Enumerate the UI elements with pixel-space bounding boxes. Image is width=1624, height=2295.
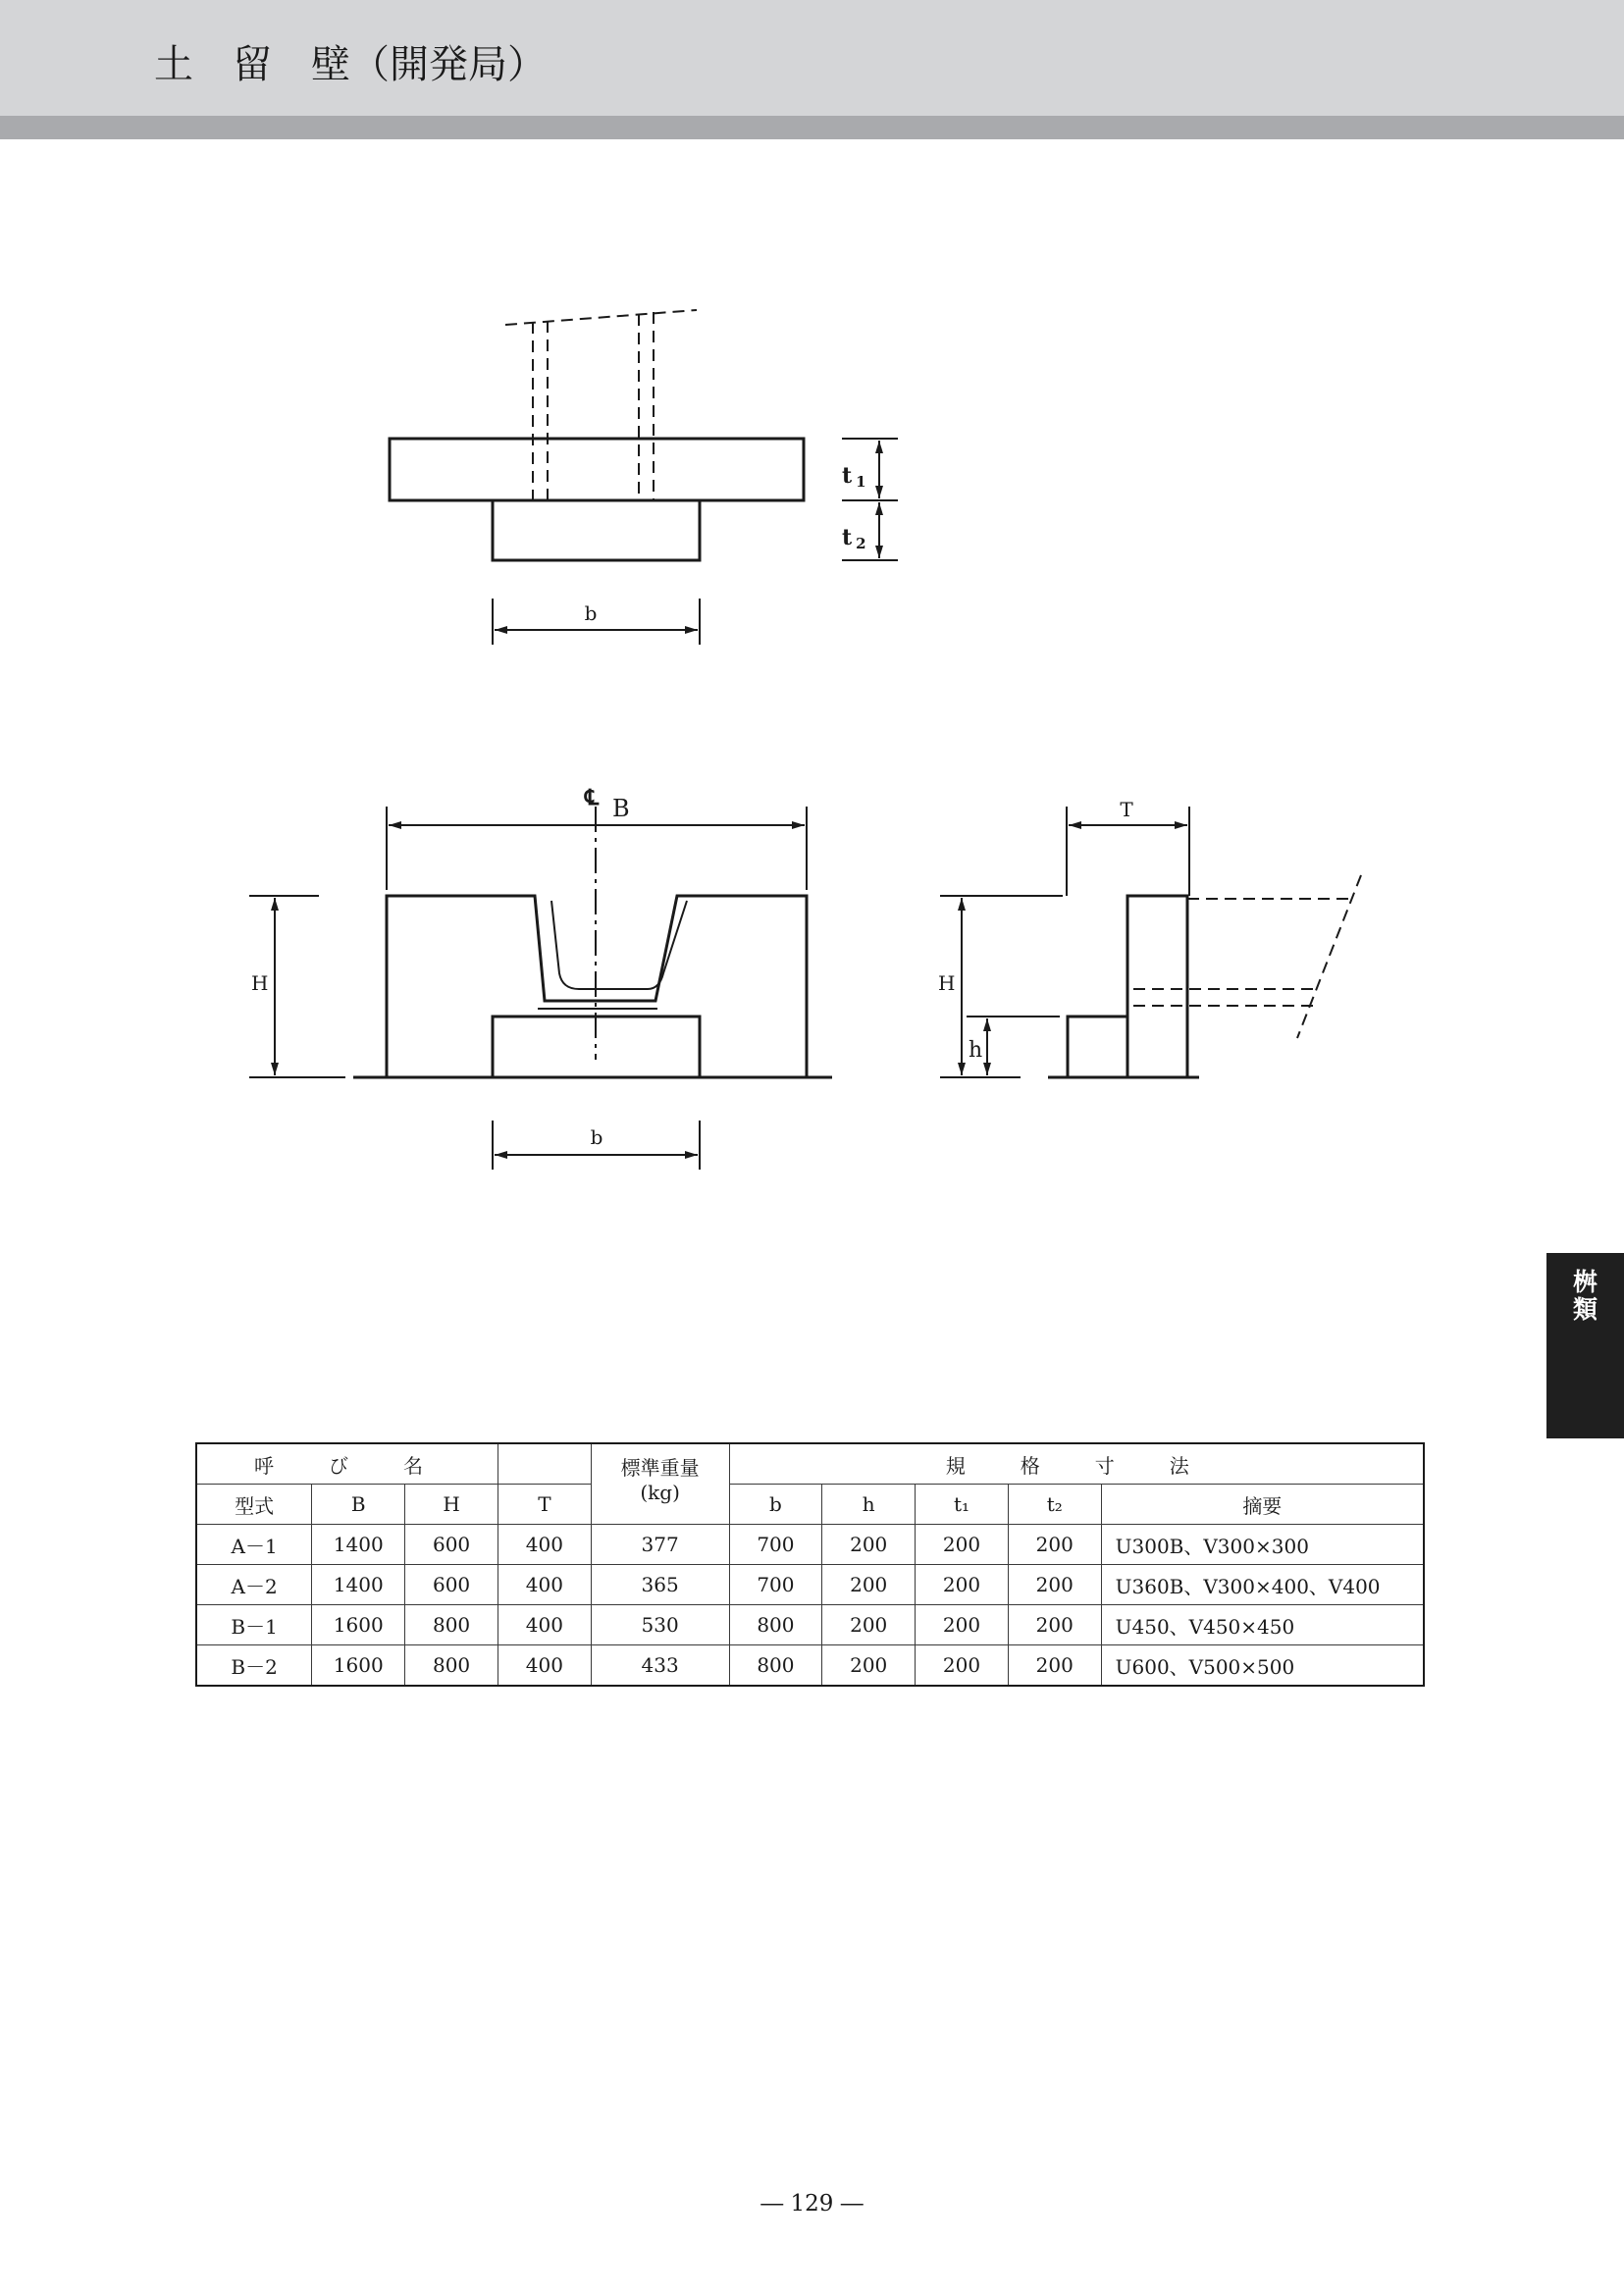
cell-type: A－1 bbox=[196, 1525, 312, 1565]
cell-H: 600 bbox=[405, 1525, 498, 1565]
side-wall bbox=[1127, 896, 1187, 1077]
cell-h: 200 bbox=[822, 1565, 916, 1605]
plan-view bbox=[390, 310, 898, 645]
header-nominal-name: 呼 び 名 bbox=[196, 1443, 498, 1485]
cell-B: 1600 bbox=[312, 1605, 405, 1645]
cell-T: 400 bbox=[498, 1565, 591, 1605]
page-number: ― 129 ― bbox=[760, 2191, 864, 2217]
cell-weight: 365 bbox=[591, 1565, 729, 1605]
plan-top-slab bbox=[390, 439, 804, 500]
cell-t1: 200 bbox=[916, 1525, 1009, 1565]
col-t1: t₁ bbox=[916, 1485, 1009, 1525]
table-row bbox=[196, 1645, 1424, 1687]
col-type: 型式 bbox=[196, 1485, 312, 1525]
page-title: 土 留 壁（開発局） bbox=[154, 42, 547, 87]
col-t2: t₂ bbox=[1008, 1485, 1101, 1525]
table-row bbox=[196, 1525, 1424, 1565]
cell-t1: 200 bbox=[916, 1645, 1009, 1687]
cell-H: 600 bbox=[405, 1565, 498, 1605]
centerline-symbol: ℄ bbox=[585, 785, 600, 810]
cell-note: U450、V450×450 bbox=[1101, 1605, 1424, 1645]
table-subheader-row bbox=[196, 1485, 1424, 1525]
cell-type: B－2 bbox=[196, 1645, 312, 1687]
t2-label: t 2 bbox=[842, 525, 866, 552]
front-b-label: b bbox=[590, 1125, 603, 1149]
front-elevation bbox=[249, 807, 832, 1170]
col-h: h bbox=[822, 1485, 916, 1525]
cell-note: U360B、V300×400、V400 bbox=[1101, 1565, 1424, 1605]
plan-lower-block bbox=[493, 500, 700, 560]
front-H-label: H bbox=[251, 971, 269, 995]
cell-t2: 200 bbox=[1008, 1605, 1101, 1645]
cell-t2: 200 bbox=[1008, 1645, 1101, 1687]
cell-type: A－2 bbox=[196, 1565, 312, 1605]
cell-weight: 433 bbox=[591, 1645, 729, 1687]
cell-T: 400 bbox=[498, 1645, 591, 1687]
header-spec-dimensions: 規 格 寸 法 bbox=[729, 1443, 1424, 1485]
header-standard-weight: 標準重量 (kg) bbox=[591, 1443, 729, 1525]
table-row bbox=[196, 1605, 1424, 1645]
cell-h: 200 bbox=[822, 1605, 916, 1645]
cell-h: 200 bbox=[822, 1525, 916, 1565]
B-label: B bbox=[612, 795, 630, 822]
T-label: T bbox=[1120, 798, 1133, 821]
side-H-label: H bbox=[938, 971, 956, 995]
cell-t2: 200 bbox=[1008, 1525, 1101, 1565]
cell-weight: 377 bbox=[591, 1525, 729, 1565]
side-index-label: 桝 類 bbox=[1572, 1268, 1598, 1324]
h-label: h bbox=[969, 1038, 983, 1063]
cell-T: 400 bbox=[498, 1525, 591, 1565]
side-footing bbox=[1068, 1017, 1127, 1077]
plan-wall-top-dashed bbox=[505, 310, 697, 325]
cell-t2: 200 bbox=[1008, 1565, 1101, 1605]
cell-b: 800 bbox=[729, 1605, 822, 1645]
plan-b-label: b bbox=[584, 601, 598, 625]
cell-b: 700 bbox=[729, 1525, 822, 1565]
table-header-row bbox=[196, 1443, 1424, 1485]
cell-weight: 530 bbox=[591, 1605, 729, 1645]
cell-b: 700 bbox=[729, 1565, 822, 1605]
side-elevation bbox=[940, 807, 1361, 1077]
col-note: 摘要 bbox=[1101, 1485, 1424, 1525]
side-index-tab bbox=[1546, 1253, 1624, 1438]
cell-t1: 200 bbox=[916, 1565, 1009, 1605]
table-row bbox=[196, 1565, 1424, 1605]
cell-note: U300B、V300×300 bbox=[1101, 1525, 1424, 1565]
cell-H: 800 bbox=[405, 1645, 498, 1687]
t1-label: t 1 bbox=[842, 463, 866, 491]
header-empty-cell bbox=[498, 1443, 591, 1485]
col-b: b bbox=[729, 1485, 822, 1525]
col-H: H bbox=[405, 1485, 498, 1525]
cell-B: 1400 bbox=[312, 1525, 405, 1565]
cell-t1: 200 bbox=[916, 1605, 1009, 1645]
cell-B: 1400 bbox=[312, 1565, 405, 1605]
cell-h: 200 bbox=[822, 1645, 916, 1687]
cell-b: 800 bbox=[729, 1645, 822, 1687]
spec-table bbox=[195, 1442, 1425, 1687]
cell-note: U600、V500×500 bbox=[1101, 1645, 1424, 1687]
cell-H: 800 bbox=[405, 1605, 498, 1645]
cell-T: 400 bbox=[498, 1605, 591, 1645]
col-T: T bbox=[498, 1485, 591, 1525]
cell-type: B－1 bbox=[196, 1605, 312, 1645]
cell-B: 1600 bbox=[312, 1645, 405, 1687]
col-B: B bbox=[312, 1485, 405, 1525]
